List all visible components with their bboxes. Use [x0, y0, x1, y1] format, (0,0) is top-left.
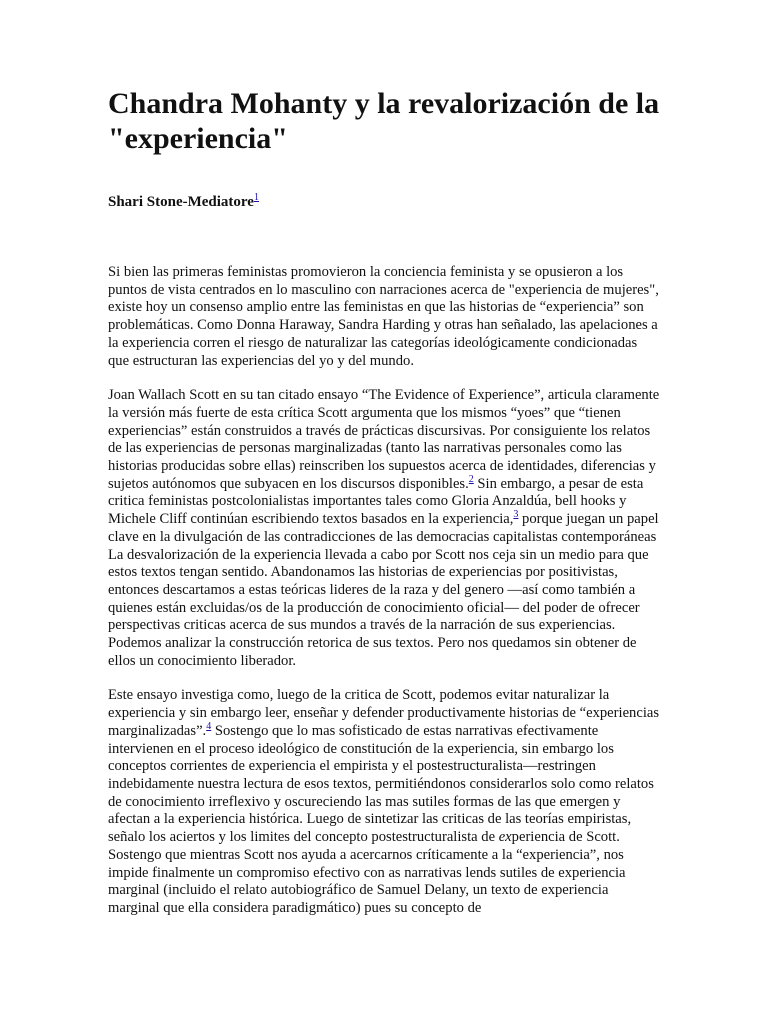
- author-name: Shari Stone-Mediatore: [108, 194, 254, 210]
- paragraph-3-text-b: Sostengo que lo mas sofisticado de estas narrativas efectivamente intervienen en el proceso ideológico de constitución de la experiencia, sin embargo los conceptos corrientes de experiencia el empirista y el postestructuralista—restringen indebidamente nuestra lectura de esos textos, permitiéndonos considerarlos solo como relatos de conocimiento irreflexivo y oscureciendo las mas sutiles formas de las que emergen y afectan a la experiencia histórica. Luego de sintetizar las criticas de las teorías empiristas, señalo los aciertos y los limites del concepto postestructuralista de: [108, 722, 654, 846]
- document-title: Chandra Mohanty y la revalorización de la "experiencia": [108, 87, 660, 155]
- paragraph-3-emphasis: ex: [498, 829, 512, 846]
- footnote-link-1[interactable]: 1: [253, 192, 259, 203]
- author-line: [108, 194, 660, 211]
- footnote-link-2[interactable]: 2: [468, 473, 474, 485]
- footnote-link-4[interactable]: 4: [206, 721, 212, 733]
- paragraph-2-text-a: Joan Wallach Scott en su tan citado ensayo “The Evidence of Experience”, articula claramente la versión más fuerte de esta crítica Scott argumenta que los mismos “yoes” que “tienen experiencias” están construidos a través de prácticas discursivas. Por consiguiente los relatos de las experiencias de personas marginalizadas (tanto las narrativas personales como las historias producidas sobre ellas) reinscriben los supuestos acerca de identidades, diferencias y sujetos autónomos que subyacen en los discursos disponibles.: [108, 387, 660, 492]
- paragraph-2: [108, 387, 660, 670]
- paragraph-3-text-a: Este ensayo investiga como, luego de la critica de Scott, podemos evitar naturalizar la experiencia y sin embargo leer, enseñar y defender productivamente historias de “experiencias marginalizadas”.: [108, 687, 660, 739]
- paragraph-2-text-b: Sin embargo, a pesar de esta critica feministas postcolonialistas importantes tales como Gloria Anzaldúa, bell hooks y Michele Cliff continúan escribiendo textos basados en la experiencia,: [108, 475, 644, 528]
- paragraph-3-text-c: periencia de Scott. Sostengo que mientras Scott nos ayuda a acercarnos críticamente a la “experiencia”, nos impide finalmente un compromiso efectivo con as narrativas lends sutiles de experiencia marginal (incluido el relato autobiográfico de Samuel Delany, un texto de experiencia marginal que ella considera paradigmático) pues su concepto de: [108, 829, 626, 916]
- footnote-link-3[interactable]: 3: [513, 509, 519, 521]
- paragraph-2-text-c: porque juegan un papel clave en la divulgación de las contradicciones de las democracias capitalistas contemporáneas La desvalorización de la experiencia llevada a cabo por Scott nos ceja sin un medio para que estos textos tengan sentido. Abandonamos las historias de experiencias por positivistas, entonces descartamos a estas teóricas lideres de la raza y del genero —así como también a quienes están excluidas/os de la producción de conocimiento oficial— del poder de ofrecer perspectivas criticas acerca de sus mundos a través de la narración de sus experiencias. Podemos analizar la construcción retorica de sus textos. Pero nos quedamos sin obtener de ellos un conocimiento liberador.: [108, 511, 659, 669]
- paragraph-3: [108, 687, 660, 917]
- paragraph-1-text: Si bien las primeras feministas promovieron la conciencia feminista y se opusieron a los puntos de vista centrados en lo masculino con narraciones acerca de "experiencia de mujeres", existe hoy un consenso amplio entre las feministas en que las historias de “experiencia” son problemáticas. Como Donna Haraway, Sandra Harding y otras han señalado, las apelaciones a la experiencia corren el riesgo de naturalizar las categorías ideológicamente condicionadas que estructuran las experiencias del yo y del mundo.: [108, 264, 659, 369]
- paragraph-1: [108, 264, 660, 370]
